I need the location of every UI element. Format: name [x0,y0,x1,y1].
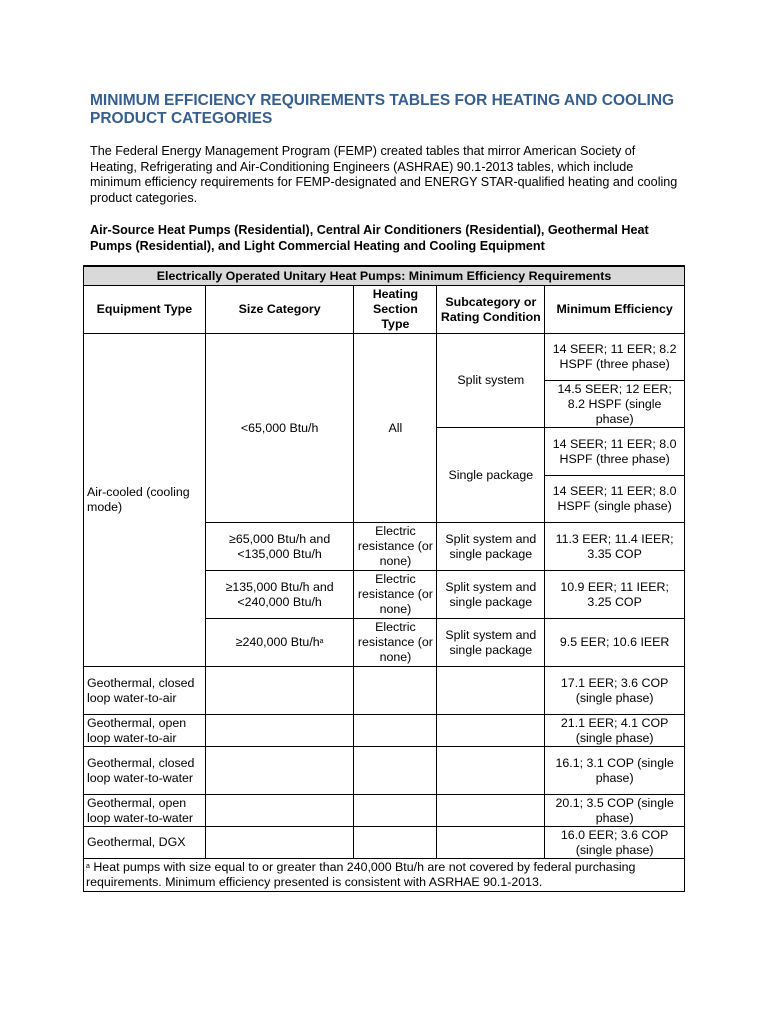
empty-cell [205,667,354,715]
footnote-marker: a [86,863,90,870]
size-cell [205,619,354,667]
equipment-cell: Geothermal, closed loop water-to-water [84,747,206,795]
heating-cell: Electric resistance (or none) [354,619,437,667]
heating-cell: Electric resistance (or none) [354,523,437,571]
equipment-cell: Geothermal, closed loop water-to-air [84,667,206,715]
intro-paragraph: The Federal Energy Management Program (FEMP) created tables that mirror American Society of Heating, Refrigerating and Air-Conditioning Engineers (ASHRAE) 90.1-2013 tables, which include minimum efficiency requirements for FEMP-designated and ENERGY STAR-qualified heating and cooling product categories. [90,144,678,205]
efficiency-cell: 11.3 EER; 11.4 IEER; 3.35 COP [545,523,685,571]
efficiency-cell: 14 SEER; 11 EER; 8.0 HSPF (three phase) [545,428,685,476]
empty-cell [437,795,545,827]
empty-cell [205,827,354,859]
efficiency-cell: 14 SEER; 11 EER; 8.2 HSPF (three phase) [545,334,685,381]
column-header: Subcategory or Rating Condition [437,286,545,334]
efficiency-cell: 20.1; 3.5 COP (single phase) [545,795,685,827]
efficiency-cell: 16.0 EER; 3.6 COP (single phase) [545,827,685,859]
heating-cell: All [354,334,437,523]
column-header: Size Category [205,286,354,334]
footnote-row [84,859,685,892]
footnote-marker: a [319,638,324,645]
empty-cell [354,795,437,827]
subcategory-cell: Split system and single package [437,619,545,667]
efficiency-cell: 9.5 EER; 10.6 IEER [545,619,685,667]
efficiency-cell: 21.1 EER; 4.1 COP (single phase) [545,715,685,747]
empty-cell [437,667,545,715]
empty-cell [205,795,354,827]
table-header-row [84,286,685,334]
equipment-cell: Geothermal, DGX [84,827,206,859]
subcategory-cell: Split system and single package [437,571,545,619]
equipment-cell: Air-cooled (cooling mode) [84,334,206,667]
size-value: ≥240,000 Btu/h [235,635,320,649]
empty-cell [437,715,545,747]
empty-cell [205,715,354,747]
efficiency-table [83,265,685,892]
empty-cell [354,715,437,747]
table-row [84,334,685,381]
size-cell: <65,000 Btu/h [205,334,354,523]
efficiency-cell: 14 SEER; 11 EER; 8.0 HSPF (single phase) [545,476,685,523]
subcategory-cell: Split system and single package [437,523,545,571]
empty-cell [354,747,437,795]
document-body [90,92,684,254]
table-row [84,747,685,795]
efficiency-cell: 16.1; 3.1 COP (single phase) [545,747,685,795]
empty-cell [437,827,545,859]
section-subheading: Air-Source Heat Pumps (Residential), Central Air Conditioners (Residential), Geothermal Heat Pumps (Residential), and Light Commercial Heating and Cooling Equipment [90,223,649,253]
footnote-text: Heat pumps with size equal to or greater than 240,000 Btu/h are not covered by federal purchasing requirements. Minimum efficiency presented is consistent with ASRHAE 90.1-2013. [86,860,636,889]
column-header: Equipment Type [84,286,206,334]
empty-cell [437,747,545,795]
equipment-cell: Geothermal, open loop water-to-air [84,715,206,747]
page-title: MINIMUM EFFICIENCY REQUIREMENTS TABLES FOR HEATING AND COOLING PRODUCT CATEGORIES [90,92,675,127]
subcategory-cell: Split system [437,334,545,428]
efficiency-cell: 14.5 SEER; 12 EER; 8.2 HSPF (single phase) [545,381,685,428]
heating-cell: Electric resistance (or none) [354,571,437,619]
equipment-cell: Geothermal, open loop water-to-water [84,795,206,827]
table-row [84,795,685,827]
empty-cell [354,827,437,859]
table-caption: Electrically Operated Unitary Heat Pumps: Minimum Efficiency Requirements [84,266,685,286]
subcategory-cell: Single package [437,428,545,523]
empty-cell [205,747,354,795]
efficiency-cell: 10.9 EER; 11 IEER; 3.25 COP [545,571,685,619]
size-cell: ≥135,000 Btu/h and <240,000 Btu/h [205,571,354,619]
table-row [84,667,685,715]
empty-cell [354,667,437,715]
footnote-cell [84,859,685,892]
size-cell: ≥65,000 Btu/h and <135,000 Btu/h [205,523,354,571]
column-header: Heating Section Type [354,286,437,334]
efficiency-cell: 17.1 EER; 3.6 COP (single phase) [545,667,685,715]
table-row [84,827,685,859]
column-header: Minimum Efficiency [545,286,685,334]
table-row [84,715,685,747]
